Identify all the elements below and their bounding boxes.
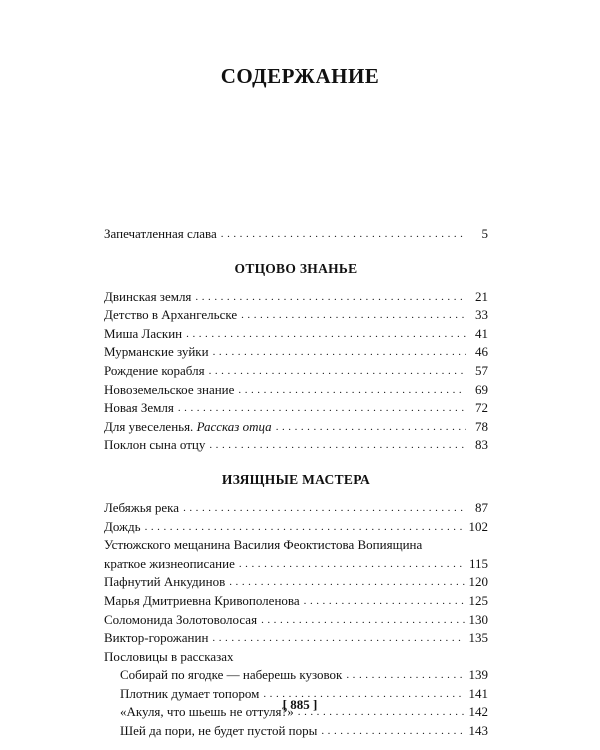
toc-entry-title-wrapped-line[interactable]	[104, 536, 488, 555]
toc-group-title: Пословицы в рассказах	[104, 648, 234, 664]
toc-entry-page: 69	[475, 381, 488, 397]
toc-entry-page: 141	[468, 685, 488, 701]
dot-leader	[229, 572, 464, 592]
toc-entry-page: 130	[468, 611, 488, 627]
toc-entry-page: 33	[475, 307, 488, 323]
toc-entry-title: «Акуля, что шьешь не оттуля?»	[120, 704, 294, 720]
toc-entry-title: Новоземельское знание	[104, 381, 235, 397]
toc-entry[interactable]	[104, 325, 488, 344]
dot-leader	[209, 361, 466, 381]
dot-leader	[276, 417, 466, 437]
dot-leader	[186, 324, 466, 344]
toc-entry-title: краткое жизнеописание	[104, 555, 235, 571]
dot-leader	[195, 287, 466, 307]
toc-group-heading[interactable]	[104, 648, 488, 667]
toc-entry[interactable]	[104, 592, 488, 611]
toc-entry-title: Пафнутий Анкудинов	[104, 574, 226, 590]
toc-subentry[interactable]	[104, 722, 488, 741]
dot-leader	[209, 435, 466, 455]
section-heading-otsovo-znanie: ОТЦОВО ЗНАНЬЕ	[234, 260, 358, 276]
toc-entry-page: 143	[468, 723, 488, 739]
toc-entry-title: Марья Дмитриевна Кривополенова	[104, 592, 300, 608]
toc-entry-title: Двинская земля	[104, 288, 192, 304]
toc-entry-title-main: Для увеселенья.	[104, 418, 194, 434]
toc-entry-page: 120	[468, 574, 488, 590]
toc-entry[interactable]	[104, 399, 488, 418]
toc-entry[interactable]	[104, 499, 488, 518]
toc-entry-page: 135	[468, 630, 488, 646]
toc-entry-title: Новая Земля	[104, 400, 174, 416]
toc-entry-title	[104, 418, 272, 437]
dot-leader	[321, 721, 464, 741]
toc-entry[interactable]	[104, 518, 488, 537]
toc-entry-title: Мурманские зуйки	[104, 344, 209, 360]
page-number-footer: [ 885 ]	[282, 697, 318, 712]
toc-entry-title: Виктор-горожанин	[104, 630, 209, 646]
toc-entry-title: Собирай по ягодке — наберешь кузовок	[120, 667, 343, 683]
toc-entry-title: Лебяжья река	[104, 499, 180, 515]
dot-leader	[261, 610, 464, 630]
page-title: СОДЕРЖАНИЕ	[220, 64, 380, 88]
toc-entry[interactable]	[104, 306, 488, 325]
toc-entry[interactable]	[104, 381, 488, 400]
toc-entry-page: 46	[475, 344, 488, 360]
toc-entry-title: Миша Ласкин	[104, 325, 183, 341]
toc-entry-intro[interactable]	[104, 225, 488, 244]
dot-leader	[213, 342, 466, 362]
toc-entry-page: 102	[468, 518, 488, 534]
toc-entry-page: 5	[481, 226, 488, 241]
toc-entry-page: 72	[475, 400, 488, 416]
toc-entry-page: 57	[475, 362, 488, 378]
dot-leader	[241, 305, 466, 325]
toc-entry-title: Запечатленная слава	[104, 226, 217, 241]
toc-entry[interactable]	[104, 629, 488, 648]
toc-entry-title: Поклон сына отцу	[104, 437, 206, 453]
toc-entry-title: Соломонида Золотоволосая	[104, 611, 258, 627]
toc-entry-title-italic: Рассказ отца	[196, 418, 272, 434]
toc-entry-title: Шей да пори, не будет пустой поры	[120, 723, 318, 739]
toc-entry-title: Рождение корабля	[104, 362, 205, 378]
toc-entry-page: 41	[475, 325, 488, 341]
toc-entry-page: 125	[468, 592, 488, 608]
dot-leader	[346, 665, 464, 685]
toc-entry[interactable]	[104, 573, 488, 592]
dot-leader	[238, 380, 466, 400]
toc-entry[interactable]	[104, 555, 488, 574]
dot-leader	[178, 398, 466, 418]
toc-entry-page: 87	[475, 499, 488, 515]
toc-entry-page: 142	[468, 704, 488, 720]
dot-leader	[183, 498, 466, 518]
toc-entry-title: Детство в Архангельске	[104, 307, 238, 323]
toc-subentry[interactable]	[104, 666, 488, 685]
toc-entry-page: 115	[468, 555, 488, 571]
toc-entry-page: 21	[475, 288, 488, 304]
toc-entry[interactable]	[104, 418, 488, 437]
dot-leader	[212, 628, 464, 648]
toc-entry[interactable]	[104, 611, 488, 630]
toc-entry-title: Дождь	[104, 518, 141, 534]
toc-entry-page: 139	[468, 667, 488, 683]
toc-entry[interactable]	[104, 288, 488, 307]
toc-entry-page: 78	[475, 418, 488, 434]
dot-leader	[145, 517, 465, 537]
dot-leader	[221, 224, 466, 244]
dot-leader	[304, 591, 465, 611]
toc-entry[interactable]	[104, 436, 488, 455]
dot-leader	[239, 554, 465, 574]
toc-entry-title-line1: Устюжского мещанина Василия Феоктистова Вопиящина	[104, 537, 423, 553]
section-heading-izyashchnye-mastera: ИЗЯЩНЫЕ МАСТЕРА	[221, 471, 371, 487]
toc-entry[interactable]	[104, 343, 488, 362]
toc-entry-page: 83	[475, 437, 488, 453]
table-of-contents	[104, 225, 488, 741]
toc-entry[interactable]	[104, 362, 488, 381]
toc-entry-title: Плотник думает топором	[120, 685, 260, 701]
